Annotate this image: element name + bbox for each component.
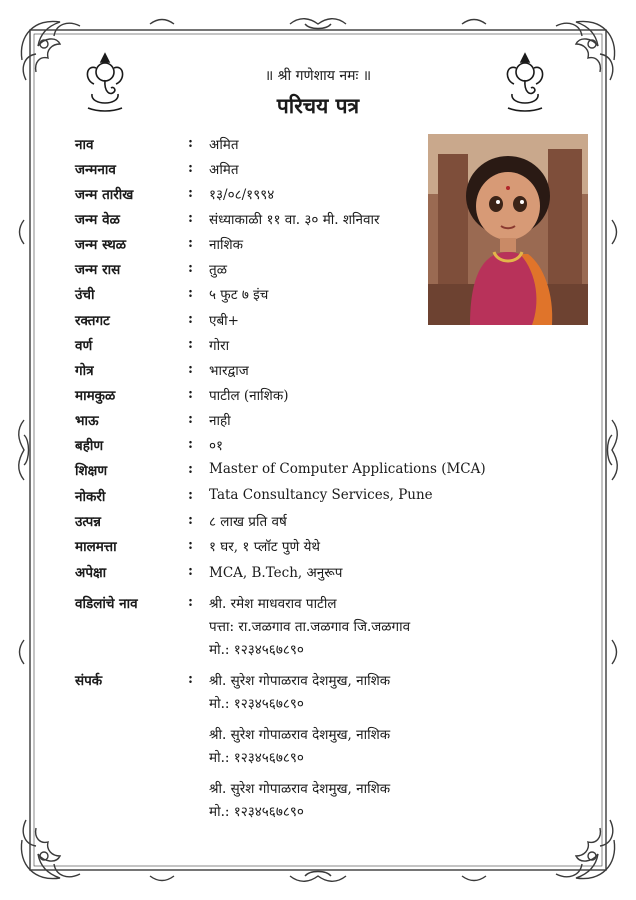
detail-value: तुळ xyxy=(209,262,227,278)
detail-value: संध्याकाळी ११ वा. ३० मी. शनिवार xyxy=(209,212,380,228)
separator: : xyxy=(188,336,193,352)
detail-label: जन्म तारीख xyxy=(75,187,134,203)
detail-label: शिक्षण xyxy=(75,463,108,479)
separator: : xyxy=(188,411,193,427)
detail-value: नाशिक xyxy=(209,237,244,253)
detail-label: उत्पन्न xyxy=(75,514,102,530)
separator: : xyxy=(188,135,193,151)
separator: : xyxy=(188,671,193,687)
detail-value: ५ फुट ७ इंच xyxy=(209,287,269,303)
detail-label: नाव xyxy=(75,137,94,153)
detail-label: वर्ण xyxy=(75,338,93,354)
separator: : xyxy=(188,160,193,176)
contact-name: श्री. सुरेश गोपाळराव देशमुख, नाशिक xyxy=(209,727,391,743)
separator: : xyxy=(188,260,193,276)
detail-value: MCA, B.Tech, अनुरूप xyxy=(209,565,343,581)
separator: : xyxy=(188,487,193,503)
separator: : xyxy=(188,461,193,477)
father-phone: मो.: १२३४५६७८९० xyxy=(209,642,304,658)
mantra-heading: ॥ श्री गणेशाय नमः ॥ xyxy=(264,68,372,84)
detail-value: Tata Consultancy Services, Pune xyxy=(209,487,433,503)
contact-name: श्री. सुरेश गोपाळराव देशमुख, नाशिक xyxy=(209,673,391,689)
detail-label: बहीण xyxy=(75,438,104,454)
detail-label: जन्म रास xyxy=(75,262,121,278)
contact-phone: मो.: १२३४५६७८९० xyxy=(209,750,304,766)
detail-value: नाही xyxy=(209,413,231,429)
separator: : xyxy=(188,594,193,610)
detail-value: पाटील (नाशिक) xyxy=(209,388,289,404)
detail-label: उंची xyxy=(75,287,95,303)
contact-phone: मो.: १२३४५६७८९० xyxy=(209,804,304,820)
detail-value: १३/०८/१९९४ xyxy=(209,187,275,203)
separator: : xyxy=(188,185,193,201)
detail-label: नोकरी xyxy=(75,489,106,505)
detail-value: Master of Computer Applications (MCA) xyxy=(209,461,486,477)
detail-value: भारद्वाज xyxy=(209,363,249,379)
detail-value: एबी+ xyxy=(209,313,239,329)
contact-phone: मो.: १२३४५६७८९० xyxy=(209,696,304,712)
detail-label: जन्म स्थळ xyxy=(75,237,126,253)
detail-label: गोत्र xyxy=(75,363,94,379)
separator: : xyxy=(188,235,193,251)
separator: : xyxy=(188,512,193,528)
contact-label: संपर्क xyxy=(75,673,103,689)
separator: : xyxy=(188,537,193,553)
detail-value: १ घर, १ प्लॉट पुणे येथे xyxy=(209,539,321,555)
profile-photo xyxy=(428,134,588,325)
detail-label: अपेक्षा xyxy=(75,565,107,581)
separator: : xyxy=(188,436,193,452)
separator: : xyxy=(188,563,193,579)
detail-label: जन्मनाव xyxy=(75,162,116,178)
contact-name: श्री. सुरेश गोपाळराव देशमुख, नाशिक xyxy=(209,781,391,797)
detail-label: रक्तगट xyxy=(75,313,110,329)
separator: : xyxy=(188,386,193,402)
father-label: वडिलांचे नाव xyxy=(75,596,138,612)
detail-value: गोरा xyxy=(209,338,230,354)
separator: : xyxy=(188,285,193,301)
detail-label: भाऊ xyxy=(75,413,99,429)
detail-value: अमित xyxy=(209,137,239,153)
separator: : xyxy=(188,361,193,377)
detail-label: मालमत्ता xyxy=(75,539,117,555)
detail-label: जन्म वेळ xyxy=(75,212,120,228)
detail-value: अमित xyxy=(209,162,239,178)
father-name: श्री. रमेश माधवराव पाटील xyxy=(209,596,337,612)
detail-value: ८ लाख प्रति वर्ष xyxy=(209,514,287,530)
father-address: पत्ता: रा.जळगाव ता.जळगाव जि.जळगाव xyxy=(209,619,411,635)
separator: : xyxy=(188,311,193,327)
detail-value: ०१ xyxy=(209,438,224,454)
page-title: परिचय पत्र xyxy=(276,93,360,118)
detail-label: मामकुळ xyxy=(75,388,116,404)
separator: : xyxy=(188,210,193,226)
